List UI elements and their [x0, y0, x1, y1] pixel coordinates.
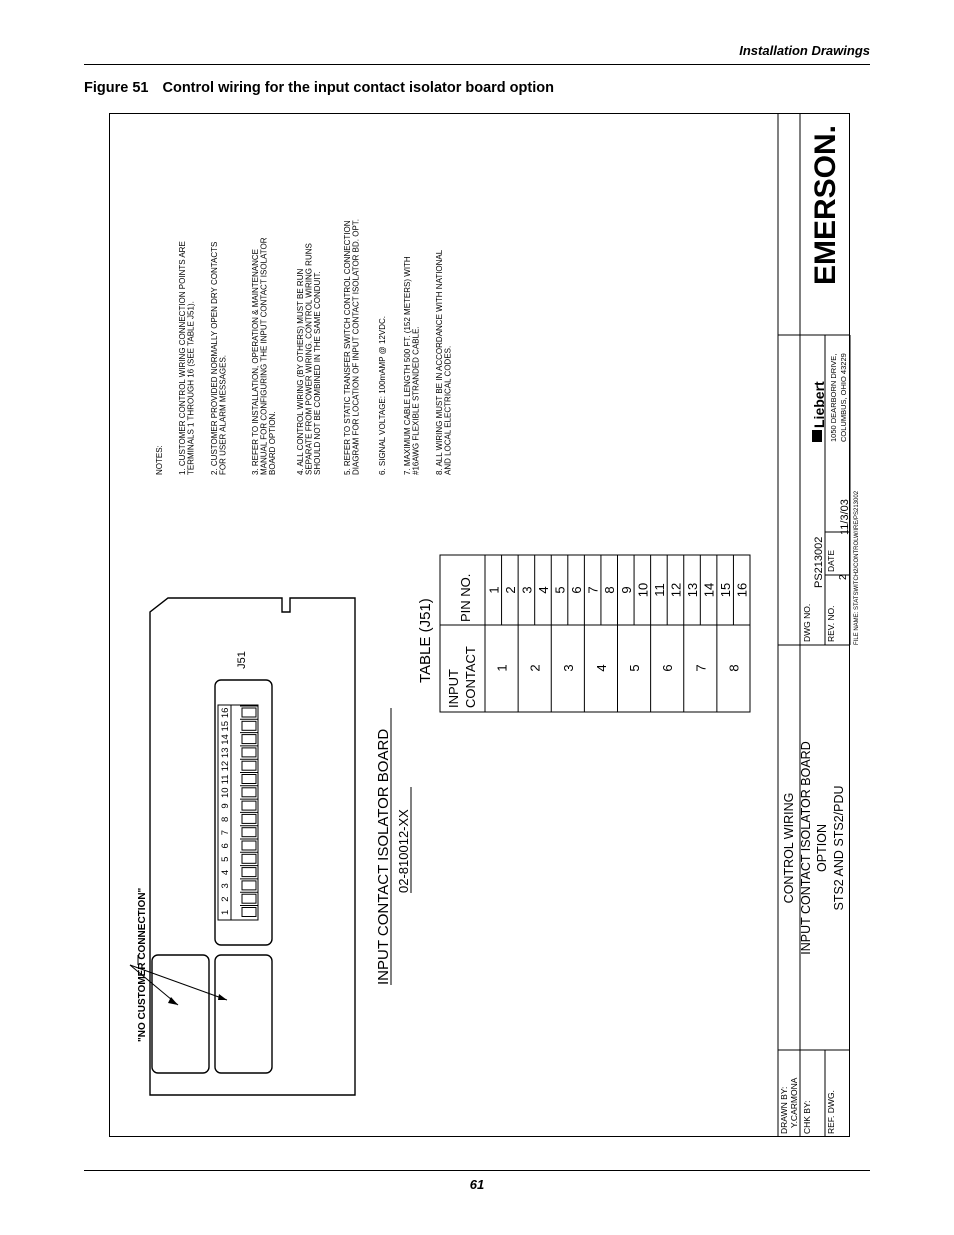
table-pin-cell: 14 [701, 582, 717, 598]
no-connection-label: "NO CUSTOMER CONNECTION" [137, 887, 148, 1042]
note-line: SHOULD NOT BE COMBINED IN THE SAME CONDUIT. [313, 271, 323, 475]
figure-number: Figure 51 [84, 80, 149, 96]
note-line: 8. ALL WIRING MUST BE IN ACCORDANCE WITH NATIONAL [435, 249, 444, 475]
footer-rule [84, 1170, 870, 1171]
table-pin-cell: 1 [486, 586, 502, 594]
table-header-input: CONTACT [463, 646, 478, 708]
table-pin-cell: 8 [602, 586, 618, 594]
note-line: 4. ALL CONTROL WIRING (BY OTHERS) MUST BE RUN [296, 268, 305, 475]
j51-terminal [242, 841, 256, 850]
j51-pin-label: 2 [220, 896, 231, 902]
table-input-cell: 8 [726, 664, 742, 672]
j51-terminal [242, 735, 256, 744]
section-title: Installation Drawings [739, 43, 870, 58]
j51-pin-label: 7 [220, 829, 231, 836]
j51-terminal [242, 828, 256, 837]
table-input-cell: 3 [560, 664, 576, 672]
table-input-cell: 1 [494, 664, 510, 672]
table-input-cell: 4 [593, 664, 609, 672]
drawn-by-value: Y.CARMONA [789, 1077, 799, 1128]
note-line: SEPARATE FROM POWER WIRING. CONTROL WIRING RUNS [304, 243, 314, 475]
j51-terminal [242, 881, 256, 890]
j51-label: J51 [236, 651, 248, 669]
table-title: TABLE (J51) [417, 598, 434, 683]
j51-pin-label: 11 [220, 774, 231, 785]
drawing-title-line: CONTROL WIRING [782, 792, 796, 904]
board-part-number: 02-810012-XX [396, 809, 411, 893]
j51-terminal [242, 801, 256, 810]
notes-heading: NOTES: [155, 445, 164, 475]
rev-no-value: 2 [838, 574, 849, 580]
j51-terminal [242, 814, 256, 823]
note-line: 3. REFER TO INSTALLATION, OPERATION & MAINTENANCE [251, 249, 260, 475]
board-title: INPUT CONTACT ISOLATOR BOARD [375, 728, 392, 985]
j51-terminal [242, 708, 256, 717]
table-pin-cell: 13 [685, 582, 701, 598]
j51-terminal [242, 908, 256, 917]
j51-pin-label: 6 [220, 843, 231, 849]
unused-connector [215, 955, 272, 1073]
ref-dwg-label: REF. DWG. [826, 1090, 836, 1134]
note-line: #16AWG FLEXIBLE STRANDED CABLE. [411, 326, 421, 475]
drawing-title-line: INPUT CONTACT ISOLATOR BOARD [799, 741, 813, 955]
note-line: FOR USER ALARM MESSAGES. [218, 354, 228, 475]
note-line: 5. REFER TO STATIC TRANSFER SWITCH CONTROL CONNECTION [343, 220, 352, 475]
table-header-pin: PIN NO. [458, 573, 473, 622]
table-pin-cell: 2 [502, 586, 518, 594]
dwg-no-value: PS213002 [813, 536, 825, 588]
note-line: 7. MAXIMUM CABLE LENGTH 500 FT. (152 METERS) WITH [403, 256, 412, 475]
j51-pin-label: 12 [220, 760, 231, 772]
j51-terminal [242, 894, 256, 903]
leader-arrow [218, 994, 227, 1000]
note-line: 6. SIGNAL VOLTAGE: 100mAMP @ 12VDC. [378, 316, 387, 475]
j51-pin-label: 10 [220, 787, 231, 798]
drawing-frame [109, 113, 860, 1137]
j51-terminal [242, 868, 256, 877]
no-connection-connector [152, 955, 209, 1073]
liebert-address: 1050 DEARBORN DRIVE, [829, 353, 838, 442]
j51-pin-label: 4 [220, 869, 231, 876]
checked-by-label: CHK BY: [802, 1100, 812, 1134]
liebert-address: COLUMBUS, OHIO 43229 [839, 353, 848, 442]
j51-pin-label: 9 [220, 803, 231, 809]
j51-pin-label: 1 [220, 909, 231, 916]
table-pin-cell: 5 [552, 586, 568, 594]
drawing-title-line: STS2 AND STS2/PDU [832, 785, 846, 911]
figure-title: Control wiring for the input contact isolator board option [162, 80, 554, 96]
note-line: AND LOCAL ELECTRICAL CODES. [443, 345, 453, 475]
table-pin-cell: 10 [635, 582, 651, 598]
date-label: DATE [826, 549, 836, 572]
liebert-logo-mark [812, 430, 822, 442]
j51-pin-label: 13 [220, 747, 231, 759]
note-line: 1. CUSTOMER CONTROL WIRING CONNECTION POINTS ARE [178, 241, 187, 475]
j51-pin-label: 16 [220, 707, 231, 719]
table-input-cell: 2 [527, 664, 543, 672]
dwg-no-label: DWG NO. [802, 603, 812, 642]
table-border [440, 555, 750, 712]
board-outline [150, 598, 355, 1095]
j51-terminal [242, 788, 256, 797]
header-rule [84, 64, 870, 65]
table-header-input: INPUT [446, 669, 461, 708]
control-wiring-drawing [110, 114, 860, 1136]
figure-caption [84, 80, 554, 96]
table-pin-cell: 12 [668, 582, 684, 598]
table-input-cell: 7 [693, 664, 709, 672]
table-input-cell: 6 [660, 664, 676, 672]
liebert-logo: Liebert [811, 381, 827, 428]
table-pin-cell: 16 [734, 582, 750, 598]
emerson-logo: EMERSON. [809, 124, 842, 285]
table-pin-cell: 9 [618, 586, 634, 594]
date-value: 11/3/03 [839, 499, 851, 535]
note-line: 2. CUSTOMER PROVIDED NORMALLY OPEN DRY CONTACTS [210, 241, 219, 475]
page-number: 61 [469, 1177, 485, 1192]
j51-pin-label: 14 [220, 734, 231, 745]
j51-terminal [242, 748, 256, 757]
j51-terminal [242, 775, 256, 784]
j51-pin-label: 3 [220, 883, 231, 889]
table-pin-cell: 15 [718, 582, 734, 598]
table-pin-cell: 3 [519, 586, 535, 594]
j51-pin-label: 15 [220, 720, 231, 732]
table-input-cell: 5 [627, 664, 643, 672]
j51-terminal [242, 721, 256, 730]
note-line: MANUAL FOR CONFIGURING THE INPUT CONTACT ISOLATOR [259, 237, 269, 475]
drawn-by-label: DRAWN BY: [779, 1086, 789, 1134]
j51-pin-label: 5 [220, 856, 231, 862]
file-name: FILE NAME: STATSWITCH2/CONTROLW/IRE/PS213002 [854, 490, 860, 645]
table-pin-cell: 4 [535, 586, 551, 594]
table-pin-cell: 11 [651, 583, 667, 597]
drawing-title-line: OPTION [815, 824, 829, 872]
note-line: BOARD OPTION. [268, 411, 278, 475]
note-line: DIAGRAM FOR LOCATION OF INPUT CONTACT ISOLATOR BD. OPT. [351, 218, 361, 475]
j51-terminal [242, 854, 256, 863]
j51-terminal [242, 761, 256, 770]
rev-no-label: REV. NO. [826, 605, 836, 642]
table-pin-cell: 6 [569, 586, 585, 594]
table-pin-cell: 7 [585, 586, 601, 594]
j51-pin-label: 8 [220, 816, 231, 822]
note-line: TERMINALS 1 THROUGH 16 (SEE TABLE J51). [186, 301, 196, 475]
